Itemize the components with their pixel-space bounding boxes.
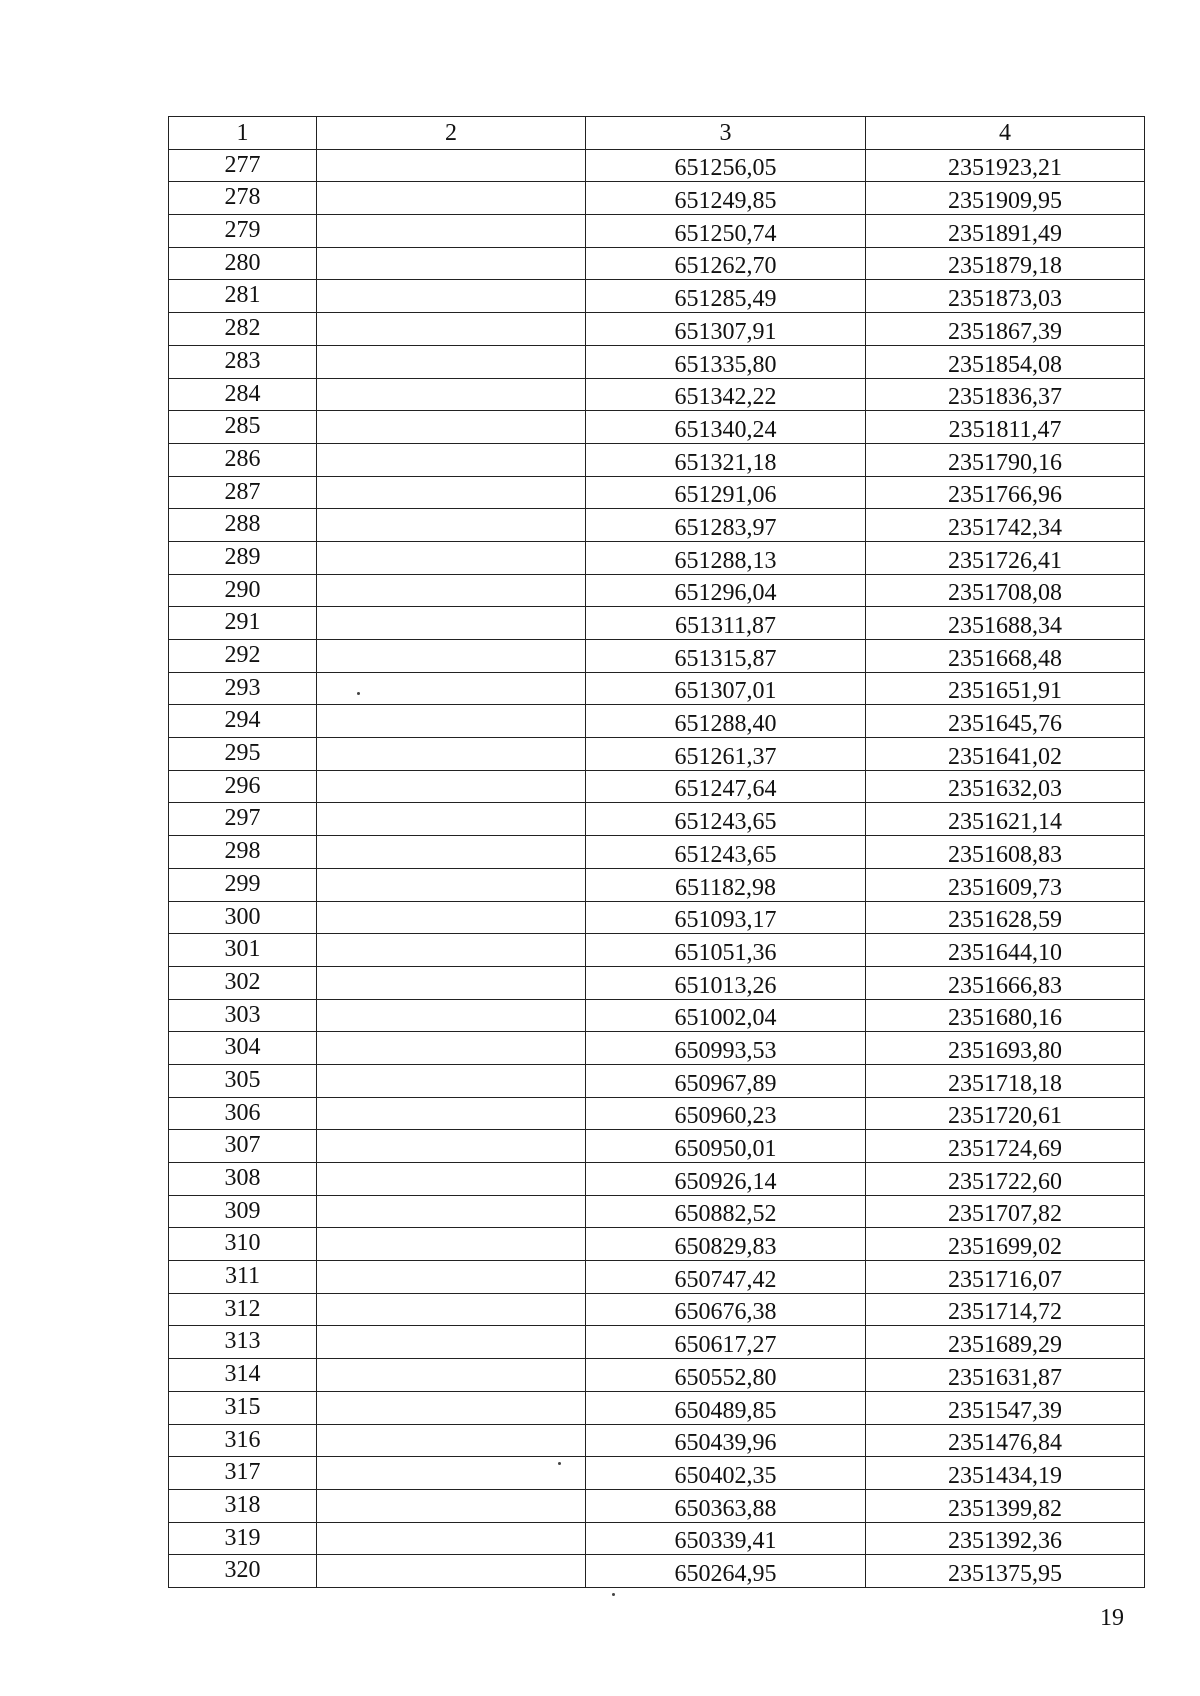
x-coordinate-cell: 651340,24 [586, 411, 866, 444]
description-cell [317, 607, 586, 640]
x-coordinate-cell: 650363,88 [586, 1489, 866, 1522]
table-row [169, 1032, 1145, 1065]
x-coordinate-cell: 651283,97 [586, 509, 866, 542]
x-coordinate-cell: 650950,01 [586, 1130, 866, 1163]
description-cell [317, 1195, 586, 1228]
point-number-cell: 297 [169, 803, 317, 836]
description-cell [317, 1522, 586, 1555]
description-cell [317, 411, 586, 444]
y-coordinate-cell: 2351688,34 [866, 607, 1145, 640]
point-number-cell: 308 [169, 1163, 317, 1196]
x-coordinate-cell: 650747,42 [586, 1261, 866, 1294]
y-coordinate-cell: 2351836,37 [866, 378, 1145, 411]
point-number-cell: 315 [169, 1391, 317, 1424]
y-coordinate-cell: 2351708,08 [866, 574, 1145, 607]
point-number-cell: 280 [169, 247, 317, 280]
point-number-cell: 301 [169, 934, 317, 967]
table-row [169, 1163, 1145, 1196]
x-coordinate-cell: 651243,65 [586, 836, 866, 869]
point-number-cell: 317 [169, 1457, 317, 1490]
y-coordinate-cell: 2351867,39 [866, 313, 1145, 346]
table-row [169, 1228, 1145, 1261]
point-number-cell: 311 [169, 1261, 317, 1294]
y-coordinate-cell: 2351718,18 [866, 1064, 1145, 1097]
y-coordinate-cell: 2351651,91 [866, 672, 1145, 705]
y-coordinate-cell: 2351790,16 [866, 443, 1145, 476]
x-coordinate-cell: 650676,38 [586, 1293, 866, 1326]
point-number-cell: 310 [169, 1228, 317, 1261]
description-cell [317, 1457, 586, 1490]
column-header-2: 2 [317, 117, 586, 150]
description-cell [317, 640, 586, 673]
x-coordinate-cell: 650339,41 [586, 1522, 866, 1555]
table-row [169, 1326, 1145, 1359]
point-number-cell: 314 [169, 1359, 317, 1392]
point-number-cell: 278 [169, 182, 317, 215]
description-cell [317, 1391, 586, 1424]
table-row [169, 1522, 1145, 1555]
table-row [169, 640, 1145, 673]
point-number-cell: 286 [169, 443, 317, 476]
description-cell [317, 901, 586, 934]
x-coordinate-cell: 651002,04 [586, 999, 866, 1032]
description-cell [317, 345, 586, 378]
y-coordinate-cell: 2351699,02 [866, 1228, 1145, 1261]
table-row [169, 934, 1145, 967]
description-cell [317, 215, 586, 248]
point-number-cell: 300 [169, 901, 317, 934]
table-row [169, 1359, 1145, 1392]
table-row [169, 149, 1145, 182]
description-cell [317, 672, 586, 705]
x-coordinate-cell: 651243,65 [586, 803, 866, 836]
x-coordinate-cell: 650439,96 [586, 1424, 866, 1457]
x-coordinate-cell: 651335,80 [586, 345, 866, 378]
x-coordinate-cell: 651249,85 [586, 182, 866, 215]
table-row [169, 1261, 1145, 1294]
description-cell [317, 149, 586, 182]
table-body [169, 149, 1145, 1587]
description-cell [317, 574, 586, 607]
x-coordinate-cell: 651250,74 [586, 215, 866, 248]
table-row [169, 1391, 1145, 1424]
x-coordinate-cell: 651342,22 [586, 378, 866, 411]
point-number-cell: 307 [169, 1130, 317, 1163]
table-row [169, 836, 1145, 869]
point-number-cell: 285 [169, 411, 317, 444]
y-coordinate-cell: 2351693,80 [866, 1032, 1145, 1065]
table-row [169, 1555, 1145, 1588]
point-number-cell: 283 [169, 345, 317, 378]
description-cell [317, 770, 586, 803]
description-cell [317, 313, 586, 346]
point-number-cell: 302 [169, 966, 317, 999]
y-coordinate-cell: 2351726,41 [866, 541, 1145, 574]
description-cell [317, 541, 586, 574]
table-row [169, 345, 1145, 378]
x-coordinate-cell: 651311,87 [586, 607, 866, 640]
x-coordinate-cell: 650926,14 [586, 1163, 866, 1196]
y-coordinate-cell: 2351645,76 [866, 705, 1145, 738]
table-row [169, 770, 1145, 803]
table-row [169, 509, 1145, 542]
y-coordinate-cell: 2351716,07 [866, 1261, 1145, 1294]
table-row [169, 378, 1145, 411]
page-number: 19 [1100, 1605, 1124, 1631]
x-coordinate-cell: 651093,17 [586, 901, 866, 934]
table-row [169, 182, 1145, 215]
point-number-cell: 304 [169, 1032, 317, 1065]
table-row [169, 999, 1145, 1032]
table-row [169, 574, 1145, 607]
y-coordinate-cell: 2351609,73 [866, 868, 1145, 901]
x-coordinate-cell: 651288,13 [586, 541, 866, 574]
table-row [169, 868, 1145, 901]
point-number-cell: 291 [169, 607, 317, 640]
description-cell [317, 1163, 586, 1196]
description-cell [317, 868, 586, 901]
point-number-cell: 296 [169, 770, 317, 803]
y-coordinate-cell: 2351621,14 [866, 803, 1145, 836]
description-cell [317, 999, 586, 1032]
y-coordinate-cell: 2351707,82 [866, 1195, 1145, 1228]
description-cell [317, 1359, 586, 1392]
y-coordinate-cell: 2351668,48 [866, 640, 1145, 673]
scan-speck [612, 1593, 615, 1596]
point-number-cell: 284 [169, 378, 317, 411]
x-coordinate-cell: 650402,35 [586, 1457, 866, 1490]
description-cell [317, 509, 586, 542]
y-coordinate-cell: 2351873,03 [866, 280, 1145, 313]
table-row [169, 1424, 1145, 1457]
y-coordinate-cell: 2351891,49 [866, 215, 1145, 248]
description-cell [317, 476, 586, 509]
y-coordinate-cell: 2351392,36 [866, 1522, 1145, 1555]
x-coordinate-cell: 651182,98 [586, 868, 866, 901]
y-coordinate-cell: 2351641,02 [866, 738, 1145, 771]
description-cell [317, 1293, 586, 1326]
description-cell [317, 1032, 586, 1065]
table-row [169, 1489, 1145, 1522]
x-coordinate-cell: 651285,49 [586, 280, 866, 313]
y-coordinate-cell: 2351547,39 [866, 1391, 1145, 1424]
point-number-cell: 295 [169, 738, 317, 771]
point-number-cell: 318 [169, 1489, 317, 1522]
table-row [169, 247, 1145, 280]
point-number-cell: 298 [169, 836, 317, 869]
y-coordinate-cell: 2351666,83 [866, 966, 1145, 999]
description-cell [317, 738, 586, 771]
point-number-cell: 277 [169, 149, 317, 182]
y-coordinate-cell: 2351631,87 [866, 1359, 1145, 1392]
table-row [169, 1195, 1145, 1228]
table-row [169, 280, 1145, 313]
description-cell [317, 1130, 586, 1163]
point-number-cell: 292 [169, 640, 317, 673]
point-number-cell: 312 [169, 1293, 317, 1326]
coordinates-table [168, 116, 1145, 1588]
description-cell [317, 934, 586, 967]
y-coordinate-cell: 2351644,10 [866, 934, 1145, 967]
x-coordinate-cell: 651247,64 [586, 770, 866, 803]
y-coordinate-cell: 2351742,34 [866, 509, 1145, 542]
x-coordinate-cell: 650993,53 [586, 1032, 866, 1065]
table-row [169, 476, 1145, 509]
description-cell [317, 1489, 586, 1522]
description-cell [317, 1261, 586, 1294]
description-cell [317, 966, 586, 999]
y-coordinate-cell: 2351476,84 [866, 1424, 1145, 1457]
x-coordinate-cell: 651291,06 [586, 476, 866, 509]
scan-speck [357, 692, 360, 695]
description-cell [317, 705, 586, 738]
point-number-cell: 319 [169, 1522, 317, 1555]
table-row [169, 215, 1145, 248]
x-coordinate-cell: 651051,36 [586, 934, 866, 967]
y-coordinate-cell: 2351375,95 [866, 1555, 1145, 1588]
y-coordinate-cell: 2351811,47 [866, 411, 1145, 444]
column-header-4: 4 [866, 117, 1145, 150]
y-coordinate-cell: 2351680,16 [866, 999, 1145, 1032]
description-cell [317, 1326, 586, 1359]
y-coordinate-cell: 2351632,03 [866, 770, 1145, 803]
table-row [169, 607, 1145, 640]
table-row [169, 1097, 1145, 1130]
table-row [169, 1064, 1145, 1097]
y-coordinate-cell: 2351724,69 [866, 1130, 1145, 1163]
table-header [169, 117, 1145, 150]
table-row [169, 901, 1145, 934]
table-row [169, 705, 1145, 738]
x-coordinate-cell: 651261,37 [586, 738, 866, 771]
x-coordinate-cell: 650489,85 [586, 1391, 866, 1424]
y-coordinate-cell: 2351909,95 [866, 182, 1145, 215]
point-number-cell: 281 [169, 280, 317, 313]
point-number-cell: 305 [169, 1064, 317, 1097]
column-header-3: 3 [586, 117, 866, 150]
description-cell [317, 836, 586, 869]
description-cell [317, 1097, 586, 1130]
table-row [169, 1293, 1145, 1326]
table-row [169, 443, 1145, 476]
point-number-cell: 287 [169, 476, 317, 509]
column-header-1: 1 [169, 117, 317, 150]
description-cell [317, 1555, 586, 1588]
point-number-cell: 316 [169, 1424, 317, 1457]
table-row [169, 1457, 1145, 1490]
description-cell [317, 182, 586, 215]
x-coordinate-cell: 650960,23 [586, 1097, 866, 1130]
table-row [169, 803, 1145, 836]
description-cell [317, 1424, 586, 1457]
y-coordinate-cell: 2351720,61 [866, 1097, 1145, 1130]
description-cell [317, 280, 586, 313]
y-coordinate-cell: 2351722,60 [866, 1163, 1145, 1196]
x-coordinate-cell: 651307,91 [586, 313, 866, 346]
table-row [169, 738, 1145, 771]
x-coordinate-cell: 650967,89 [586, 1064, 866, 1097]
x-coordinate-cell: 650882,52 [586, 1195, 866, 1228]
point-number-cell: 288 [169, 509, 317, 542]
x-coordinate-cell: 651296,04 [586, 574, 866, 607]
scan-speck [558, 1462, 561, 1465]
description-cell [317, 1228, 586, 1261]
y-coordinate-cell: 2351608,83 [866, 836, 1145, 869]
y-coordinate-cell: 2351399,82 [866, 1489, 1145, 1522]
table-row [169, 411, 1145, 444]
point-number-cell: 294 [169, 705, 317, 738]
point-number-cell: 303 [169, 999, 317, 1032]
x-coordinate-cell: 651013,26 [586, 966, 866, 999]
description-cell [317, 443, 586, 476]
point-number-cell: 320 [169, 1555, 317, 1588]
x-coordinate-cell: 651307,01 [586, 672, 866, 705]
point-number-cell: 306 [169, 1097, 317, 1130]
y-coordinate-cell: 2351879,18 [866, 247, 1145, 280]
x-coordinate-cell: 650264,95 [586, 1555, 866, 1588]
table-row [169, 672, 1145, 705]
header-row [169, 117, 1145, 150]
point-number-cell: 290 [169, 574, 317, 607]
point-number-cell: 289 [169, 541, 317, 574]
point-number-cell: 313 [169, 1326, 317, 1359]
y-coordinate-cell: 2351923,21 [866, 149, 1145, 182]
table-row [169, 966, 1145, 999]
x-coordinate-cell: 651262,70 [586, 247, 866, 280]
x-coordinate-cell: 650617,27 [586, 1326, 866, 1359]
point-number-cell: 299 [169, 868, 317, 901]
table-row [169, 541, 1145, 574]
x-coordinate-cell: 651256,05 [586, 149, 866, 182]
point-number-cell: 282 [169, 313, 317, 346]
point-number-cell: 309 [169, 1195, 317, 1228]
y-coordinate-cell: 2351434,19 [866, 1457, 1145, 1490]
y-coordinate-cell: 2351854,08 [866, 345, 1145, 378]
x-coordinate-cell: 651288,40 [586, 705, 866, 738]
table-row [169, 313, 1145, 346]
x-coordinate-cell: 651315,87 [586, 640, 866, 673]
x-coordinate-cell: 650829,83 [586, 1228, 866, 1261]
table-row [169, 1130, 1145, 1163]
y-coordinate-cell: 2351689,29 [866, 1326, 1145, 1359]
x-coordinate-cell: 650552,80 [586, 1359, 866, 1392]
x-coordinate-cell: 651321,18 [586, 443, 866, 476]
y-coordinate-cell: 2351766,96 [866, 476, 1145, 509]
y-coordinate-cell: 2351714,72 [866, 1293, 1145, 1326]
description-cell [317, 378, 586, 411]
point-number-cell: 279 [169, 215, 317, 248]
description-cell [317, 247, 586, 280]
description-cell [317, 803, 586, 836]
y-coordinate-cell: 2351628,59 [866, 901, 1145, 934]
description-cell [317, 1064, 586, 1097]
point-number-cell: 293 [169, 672, 317, 705]
